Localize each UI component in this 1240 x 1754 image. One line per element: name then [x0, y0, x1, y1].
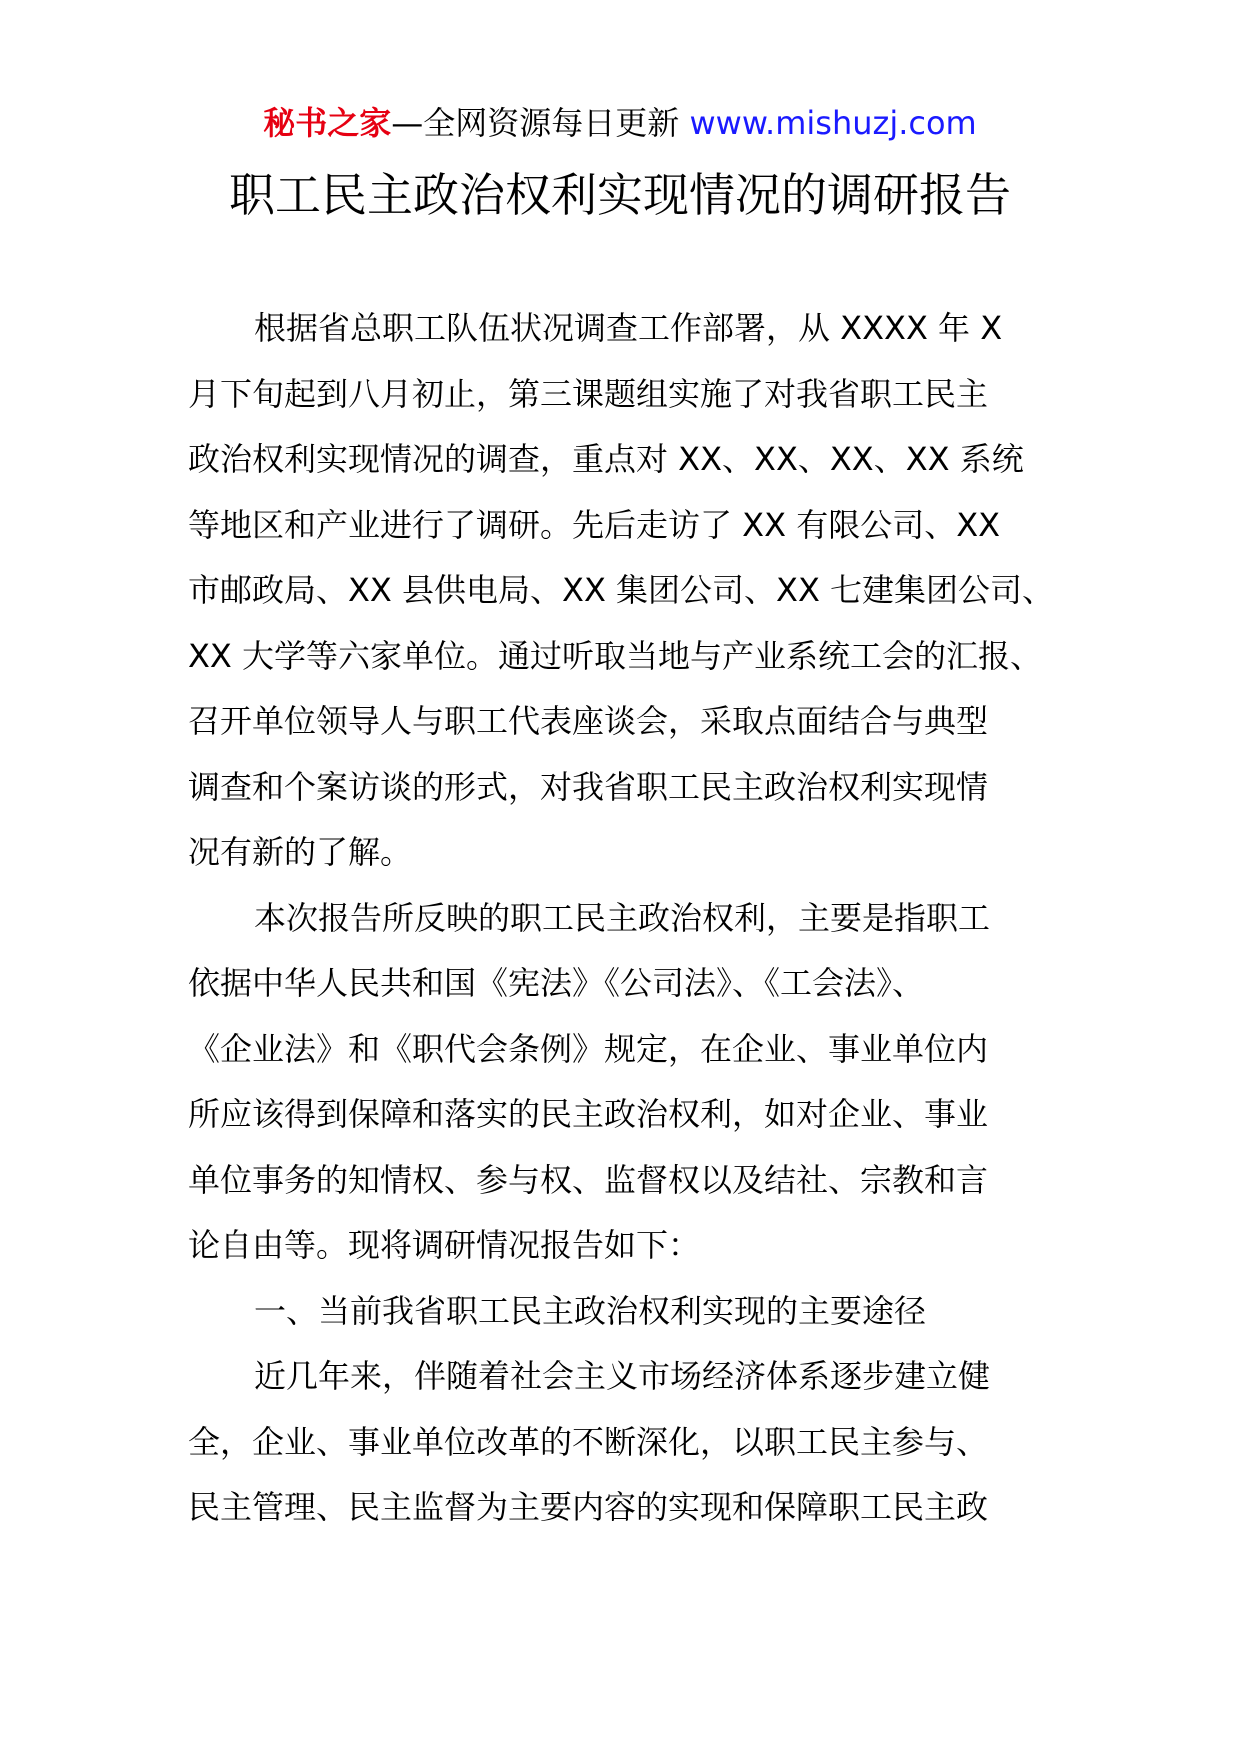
paragraph-line: 本次报告所反映的职工民主政治权利，主要是指职工 [254, 898, 991, 937]
paragraph-line: 单位事务的知情权、参与权、监督权以及结社、宗教和言 [188, 1160, 989, 1199]
brand-name: 秘书之家 [263, 104, 392, 142]
header-tagline: —全网资源每日更新 [391, 104, 680, 142]
paragraph-line: 等地区和产业进行了调研。先后走访了 XX 有限公司、XX [188, 505, 1001, 544]
paragraph-line: 近几年来，伴随着社会主义市场经济体系逐步建立健 [254, 1357, 991, 1395]
paragraph-line: 《企业法》和《职代会条例》规定，在企业、事业单位内 [188, 1029, 989, 1068]
paragraph-line: 况有新的了解。 [188, 833, 413, 871]
paragraph-line: 所应该得到保障和落实的民主政治权利，如对企业、事业 [188, 1095, 989, 1133]
paragraph-line: 民主管理、民主监督为主要内容的实现和保障职工民主政 [188, 1488, 989, 1526]
paragraph-line: 根据省总职工队伍状况调查工作部署，从 XXXX 年 X [254, 309, 1003, 347]
paragraph-line: 市邮政局、XX 县供电局、XX 集团公司、XX 七建集团公司、 [188, 571, 1055, 609]
paragraph-line: XX 大学等六家单位。通过听取当地与产业系统工会的汇报、 [188, 636, 1043, 675]
paragraph-line: 全，企业、事业单位改革的不断深化，以职工民主参与、 [188, 1422, 989, 1461]
paragraph-line: 依据中华人民共和国《宪法》《公司法》、《工会法》、 [188, 964, 925, 1002]
document-body [188, 296, 1068, 1541]
site-url-link[interactable]: www.mishuzj.com [689, 104, 977, 142]
paragraph-line: 召开单位领导人与职工代表座谈会，采取点面结合与典型 [188, 702, 989, 740]
paragraph-line: 论自由等。现将调研情况报告如下： [188, 1226, 701, 1264]
paragraph-line: 政治权利实现情况的调查，重点对 XX、XX、XX、XX 系统 [188, 440, 1024, 478]
paragraph-line: 调查和个案访谈的形式，对我省职工民主政治权利实现情 [188, 767, 989, 806]
section-heading: 一、当前我省职工民主政治权利实现的主要途径 [254, 1291, 927, 1330]
site-header [0, 100, 1240, 146]
paragraph-line: 月下旬起到八月初止，第三课题组实施了对我省职工民主 [188, 374, 989, 413]
document-title: 职工民主政治权利实现情况的调研报告 [229, 168, 1011, 222]
